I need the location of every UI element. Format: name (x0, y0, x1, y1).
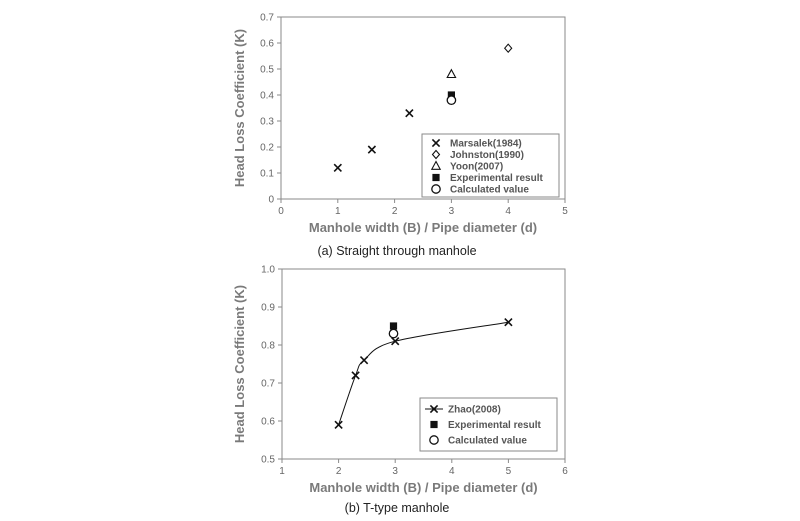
chart-a-x-tick-label: 5 (562, 206, 568, 217)
chart-a-y-tick-label: 0.7 (260, 12, 274, 24)
chart-b-legend-label: Calculated value (448, 435, 527, 447)
chart-b-legend-marker (430, 421, 437, 428)
chart-a-legend-item (432, 173, 543, 184)
chart-b-point (360, 357, 367, 364)
chart-a-y-tick-label: 0.3 (260, 116, 274, 128)
chart-b-legend-item (430, 420, 541, 431)
chart-b-y-tick-label: 0.8 (261, 340, 275, 352)
chart-a-legend-label: Johnston(1990) (450, 150, 524, 161)
chart-a-point (447, 70, 455, 78)
chart-a-point (406, 110, 413, 117)
chart-a-legend-label: Yoon(2007) (450, 161, 504, 173)
chart-a-legend-marker (432, 174, 439, 181)
chart-b-legend-label: Zhao(2008) (448, 404, 501, 416)
chart-a-y-axis-label: Head Loss Coefficient (K) (232, 28, 247, 188)
chart-b-series-1 (390, 322, 397, 329)
chart-b-point (389, 329, 397, 337)
chart-a-legend-label: Calculated value (450, 184, 529, 196)
chart-a-x-tick-label: 4 (505, 206, 511, 217)
chart-b-y-tick-label: 0.6 (261, 416, 275, 428)
chart-b-x-tick-label: 5 (505, 466, 512, 477)
chart-a-y-tick-label: 0.5 (260, 64, 274, 76)
chart-b-x-axis-label: Manhole width (B) / Pipe diameter (d) (309, 480, 538, 495)
chart-a-y-tick-label: 0.6 (260, 38, 274, 50)
chart-a-x-tick-label: 0 (278, 206, 284, 217)
chart-a-series-1 (505, 44, 512, 52)
chart-b (232, 265, 568, 516)
chart-b-x-tick-label: 4 (449, 466, 455, 477)
chart-a (232, 13, 568, 259)
chart-a-x-tick-label: 1 (335, 206, 341, 217)
chart-a-series-0 (334, 110, 413, 172)
chart-a-x-tick-label: 2 (391, 206, 398, 217)
chart-a-caption: (a) Straight through manhole (317, 244, 477, 258)
chart-b-point (352, 372, 359, 379)
chart-a-legend-label: Marsalek(1984) (450, 138, 522, 150)
chart-b-x-tick-label: 1 (279, 466, 285, 477)
chart-a-series-4 (447, 96, 455, 104)
chart-b-x-tick-label: 6 (562, 466, 568, 477)
chart-b-series-2 (389, 329, 397, 337)
chart-b-y-tick-label: 0.9 (261, 302, 275, 314)
chart-a-point (505, 44, 512, 52)
chart-a-x-axis-label: Manhole width (B) / Pipe diameter (d) (308, 220, 538, 235)
chart-b-x-tick-label: 2 (335, 466, 342, 477)
chart-b-point (335, 421, 342, 428)
chart-a-point (334, 164, 341, 171)
chart-a-point (447, 96, 455, 104)
chart-b-y-axis-label: Head Loss Coefficient (K) (232, 284, 247, 444)
chart-a-x-tick-label: 3 (448, 206, 455, 217)
chart-b-point (392, 338, 399, 345)
chart-a-legend (422, 134, 559, 197)
chart-b-caption: (b) T-type manhole (344, 501, 450, 515)
chart-b-y-tick-label: 1.0 (261, 264, 275, 276)
chart-b-legend (420, 398, 557, 451)
chart-b-y-tick-label: 0.7 (261, 378, 275, 390)
chart-b-legend-label: Experimental result (448, 420, 541, 431)
chart-a-series-2 (447, 70, 455, 78)
chart-a-y-tick-label: 0.4 (260, 90, 274, 102)
chart-a-legend-marker (432, 185, 440, 193)
chart-a-y-tick-label: 0.1 (260, 168, 274, 180)
chart-b-y-tick-label: 0.5 (261, 454, 275, 466)
chart-b-legend-marker (430, 436, 438, 444)
chart-a-y-tick-label: 0.2 (260, 142, 274, 154)
chart-b-point (390, 322, 397, 329)
chart-a-legend-label: Experimental result (450, 173, 543, 184)
chart-a-point (368, 146, 375, 153)
chart-b-x-tick-label: 3 (392, 466, 398, 477)
chart-a-y-tick-label: 0 (268, 194, 274, 206)
